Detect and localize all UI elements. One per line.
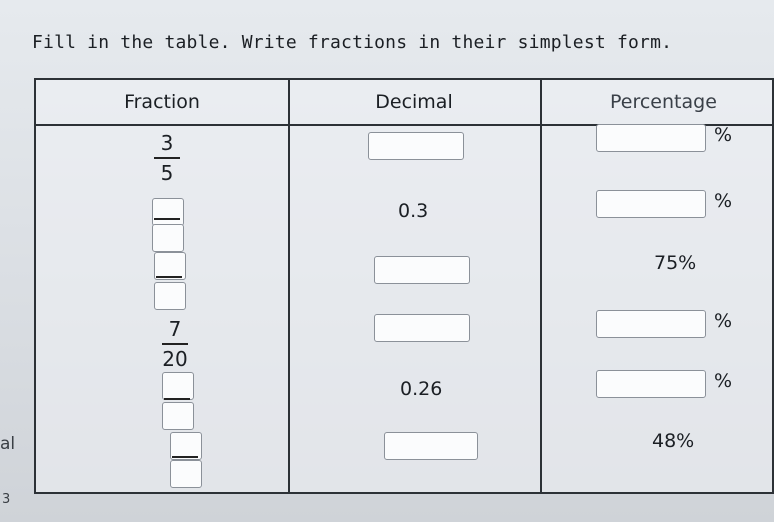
fraction-bar <box>172 456 198 458</box>
fraction-denominator-1: 5 <box>160 161 174 185</box>
percent-input-1[interactable] <box>596 124 706 152</box>
conversion-table <box>34 78 774 494</box>
fraction-bar <box>154 157 180 159</box>
percent-sign-4: % <box>714 310 733 332</box>
denominator-input-3[interactable] <box>154 282 186 310</box>
column-divider-2 <box>540 80 542 492</box>
fraction-numerator-1: 3 <box>160 131 174 155</box>
header-fraction: Fraction <box>124 91 200 113</box>
percent-input-5[interactable] <box>596 370 706 398</box>
percent-input-4[interactable] <box>596 310 706 338</box>
edge-fragment-bottom: 3 <box>2 492 11 507</box>
decimal-input-4[interactable] <box>374 314 470 342</box>
header-percentage: Percentage <box>610 91 717 113</box>
denominator-input-5[interactable] <box>162 402 194 430</box>
header-decimal: Decimal <box>375 91 453 113</box>
percent-value-6: 48% <box>652 430 695 452</box>
fraction-row-4 <box>162 318 188 370</box>
edge-fragment-left: al <box>0 434 16 454</box>
fraction-numerator-4: 7 <box>168 317 182 341</box>
numerator-input-5[interactable] <box>162 372 194 400</box>
fraction-denominator-4: 20 <box>162 347 188 371</box>
percent-value-3: 75% <box>654 252 697 274</box>
fraction-bar <box>162 343 188 345</box>
percent-input-2[interactable] <box>596 190 706 218</box>
decimal-value-2: 0.3 <box>398 200 429 222</box>
fraction-bar <box>164 398 190 400</box>
percent-sign-1: % <box>714 124 733 146</box>
decimal-value-5: 0.26 <box>400 378 443 400</box>
percent-sign-5: % <box>714 370 733 392</box>
fraction-bar <box>156 276 182 278</box>
denominator-input-6[interactable] <box>170 460 202 488</box>
decimal-input-1[interactable] <box>368 132 464 160</box>
decimal-input-6[interactable] <box>384 432 478 460</box>
numerator-input-2[interactable] <box>152 198 184 226</box>
fraction-row-1 <box>154 132 180 184</box>
percent-sign-2: % <box>714 190 733 212</box>
fraction-bar <box>154 218 180 220</box>
column-divider-1 <box>288 80 290 492</box>
denominator-input-2[interactable] <box>152 224 184 252</box>
instruction-text: Fill in the table. Write fractions in their simplest form. <box>32 32 673 53</box>
decimal-input-3[interactable] <box>374 256 470 284</box>
